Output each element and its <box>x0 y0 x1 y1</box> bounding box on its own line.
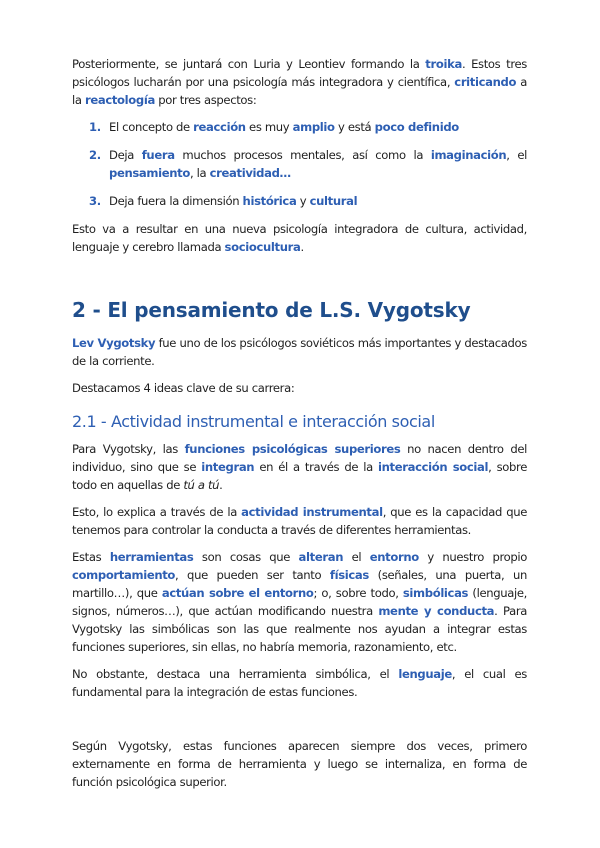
highlight-criticando: criticando <box>454 75 517 89</box>
text: por tres aspectos: <box>154 93 257 107</box>
highlight-sociocultura: sociocultura <box>224 240 301 254</box>
highlight-historica: histórica <box>242 194 297 208</box>
text: No obstante, destaca una herramienta simbólica, el <box>72 667 399 681</box>
text: Esto, lo explica a través de la <box>72 505 242 519</box>
list-item <box>72 146 527 182</box>
highlight-simbolicas: simbólicas <box>402 586 469 600</box>
highlight-comportamiento: comportamiento <box>72 568 176 582</box>
highlight-herramientas: herramientas <box>109 550 194 564</box>
highlight-integran: integran <box>201 460 255 474</box>
text: ; o, sobre todo, <box>313 586 403 600</box>
text: Posteriormente, se juntará con Luria y Leontiev formando la <box>72 57 426 71</box>
internalization-paragraph: Según Vygotsky, estas funciones aparecen siempre dos veces, primero externamente en forma de herramienta y luego se internaliza, en forma de función psicológica superior. <box>72 739 527 789</box>
text: . <box>219 478 223 492</box>
text: , sobre todo en aquellas de <box>72 460 527 492</box>
intro-paragraph <box>72 55 527 109</box>
text: y nuestro propio <box>418 550 527 564</box>
list-number: 1. <box>89 120 101 134</box>
aspects-list <box>72 118 527 210</box>
text: y <box>296 194 310 208</box>
highlight-troika: troika <box>425 57 462 71</box>
list-number: 2. <box>89 148 101 162</box>
section-heading: 2 - El pensamiento de L.S. Vygotsky <box>72 298 471 322</box>
vygotsky-paragraph <box>72 334 527 370</box>
text: , el cual es fundamental para la integración de estas funciones. <box>72 667 527 699</box>
text: a la <box>72 75 527 107</box>
highlight-amplio: amplio <box>292 120 335 134</box>
highlight-lev-vygotsky: Lev Vygotsky <box>72 336 156 350</box>
text: son cosas que <box>193 550 299 564</box>
highlight-actividad-instrumental: actividad instrumental <box>241 505 383 519</box>
functions-paragraph <box>72 440 527 494</box>
text: Deja fuera la dimensión <box>109 194 243 208</box>
highlight-creatividad: creatividad… <box>209 166 291 180</box>
highlight-cultural: cultural <box>309 194 358 208</box>
list-item <box>72 118 527 136</box>
text: Estas <box>72 550 110 564</box>
highlight-pensamiento: pensamiento <box>109 166 190 180</box>
text: muchos procesos mentales, así como la <box>174 148 431 162</box>
text: (señales, una puerta, un martillo…), que <box>72 568 527 600</box>
highlight-interaccion-social: interacción social <box>378 460 489 474</box>
text: es muy <box>245 120 293 134</box>
list-number: 3. <box>89 194 101 208</box>
result-paragraph <box>72 220 527 256</box>
highlight-fuera: fuera <box>141 148 175 162</box>
text: fue uno de los psicólogos soviéticos más importantes y destacados de la corriente. <box>72 336 527 368</box>
text: Deja <box>109 148 142 162</box>
text: , que es la capacidad que tenemos para controlar la conducta a través de diferentes herramientas. <box>72 505 528 537</box>
text: Esto va a resultar en una nueva psicología integradora de cultura, actividad, lenguaje y cerebro llamada <box>72 222 527 254</box>
text: no nacen dentro del individuo, sino que se <box>72 442 527 474</box>
italic-tu-a-tu: tú a tú <box>183 478 220 492</box>
tools-paragraph <box>72 548 527 656</box>
highlight-entorno: entorno <box>369 550 419 564</box>
text: , el <box>506 148 528 162</box>
highlight-poco-definido: poco definido <box>374 120 459 134</box>
subsection-heading: 2.1 - Actividad instrumental e interacción social <box>72 412 435 431</box>
text: en él a través de la <box>254 460 378 474</box>
highlight-alteran: alteran <box>298 550 344 564</box>
highlight-funciones: funciones psicológicas superiores <box>184 442 401 456</box>
highlight-imaginacion: imaginación <box>430 148 507 162</box>
text: . Para Vygotsky las simbólicas son las que realmente nos ayudan a integrar estas funciones superiores, sin ellas, no habría memoria, razonamiento, etc. <box>72 604 527 654</box>
ideas-paragraph: Destacamos 4 ideas clave de su carrera: <box>72 381 295 395</box>
text: . <box>300 240 304 254</box>
text: (lenguaje, signos, números…), que actúan modificando nuestra <box>72 586 527 618</box>
language-paragraph <box>72 665 527 701</box>
text: , que pueden ser tanto <box>175 568 330 582</box>
highlight-fisicas: físicas <box>329 568 369 582</box>
text: Para Vygotsky, las <box>72 442 185 456</box>
instrumental-paragraph <box>72 503 527 539</box>
list-item <box>72 192 527 210</box>
text: el <box>343 550 370 564</box>
highlight-mente-y-conducta: mente y conducta <box>378 604 495 618</box>
text: . Estos tres psicólogos lucharán por una psicología más integradora y científica, <box>72 57 527 89</box>
document-page <box>72 55 527 800</box>
highlight-actuan-sobre-el-entorno: actúan sobre el entorno <box>161 586 314 600</box>
blank-line <box>72 710 527 737</box>
highlight-lenguaje: lenguaje <box>398 667 452 681</box>
text: y está <box>334 120 375 134</box>
highlight-reactologia: reactología <box>84 93 155 107</box>
highlight-reaccion: reacción <box>193 120 246 134</box>
text: El concepto de <box>109 120 194 134</box>
text: , la <box>189 166 210 180</box>
